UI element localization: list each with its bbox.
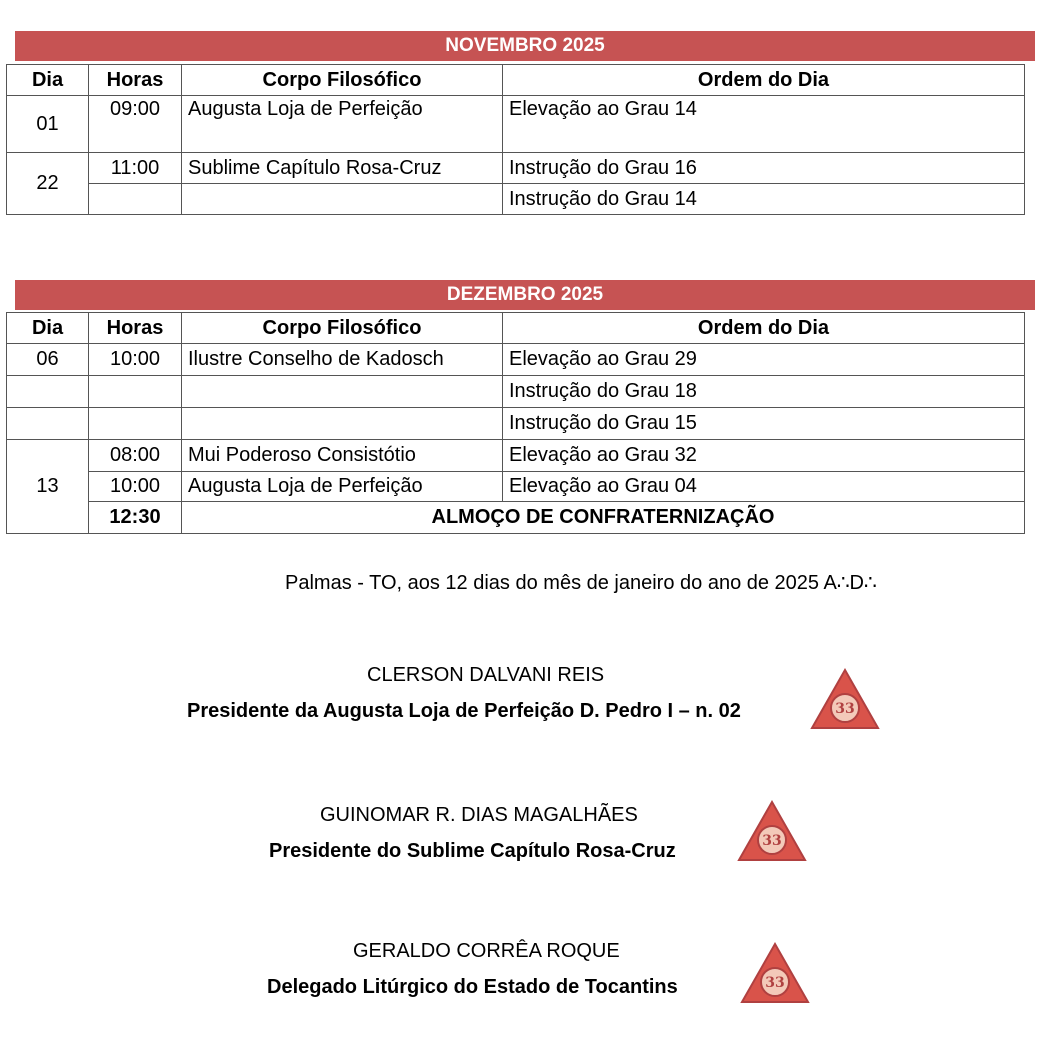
- day-cell: 22: [7, 153, 89, 215]
- order-cell: Elevação ao Grau 32: [503, 440, 1025, 472]
- november-schedule-table: [6, 64, 1025, 215]
- col-header-order: Ordem do Dia: [503, 65, 1025, 96]
- hour-cell: 09:00: [89, 96, 182, 153]
- col-header-body: Corpo Filosófico: [182, 313, 503, 344]
- table-row: [7, 376, 1025, 408]
- col-header-day: Dia: [7, 65, 89, 96]
- body-cell: Augusta Loja de Perfeição: [182, 96, 503, 153]
- body-cell: Augusta Loja de Perfeição: [182, 472, 503, 502]
- body-cell: Mui Poderoso Consistótio: [182, 440, 503, 472]
- table-header-row: [7, 65, 1025, 96]
- table-row: [7, 440, 1025, 472]
- col-header-order: Ordem do Dia: [503, 313, 1025, 344]
- empty-cell: [89, 184, 182, 215]
- svg-text:33: 33: [762, 833, 782, 849]
- hour-cell: 08:00: [89, 440, 182, 472]
- svg-text:33: 33: [765, 975, 785, 991]
- table-row: [7, 153, 1025, 184]
- order-cell: Instrução do Grau 14: [503, 184, 1025, 215]
- empty-cell: [7, 408, 89, 440]
- table-row: [7, 184, 1025, 215]
- day-cell: 01: [7, 96, 89, 153]
- col-header-hours: Horas: [89, 313, 182, 344]
- body-cell: Ilustre Conselho de Kadosch: [182, 344, 503, 376]
- seal-33-icon: [737, 800, 807, 864]
- december-schedule-table: [6, 312, 1025, 534]
- signature-title: Presidente da Augusta Loja de Perfeição D. Pedro I – n. 02: [187, 700, 741, 722]
- empty-cell: [7, 376, 89, 408]
- seal-33-icon: [740, 942, 810, 1006]
- table-row: [7, 472, 1025, 502]
- table-row: [7, 502, 1025, 534]
- body-cell: Sublime Capítulo Rosa-Cruz: [182, 153, 503, 184]
- november-title-bar: NOVEMBRO 2025: [15, 31, 1035, 61]
- svg-text:33: 33: [835, 701, 855, 717]
- table-row: [7, 344, 1025, 376]
- col-header-hours: Horas: [89, 65, 182, 96]
- hour-cell: 12:30: [89, 502, 182, 534]
- signature-name: GUINOMAR R. DIAS MAGALHÃES: [320, 804, 638, 826]
- order-cell: Instrução do Grau 16: [503, 153, 1025, 184]
- day-cell: 06: [7, 344, 89, 376]
- empty-cell: [89, 408, 182, 440]
- table-header-row: [7, 313, 1025, 344]
- signature-title: Presidente do Sublime Capítulo Rosa-Cruz: [269, 840, 676, 862]
- empty-cell: [182, 376, 503, 408]
- signature-name: GERALDO CORRÊA ROQUE: [353, 940, 620, 962]
- empty-cell: [89, 376, 182, 408]
- order-cell: Instrução do Grau 15: [503, 408, 1025, 440]
- event-cell: ALMOÇO DE CONFRATERNIZAÇÃO: [182, 502, 1025, 534]
- december-title-bar: DEZEMBRO 2025: [15, 280, 1035, 310]
- col-header-day: Dia: [7, 313, 89, 344]
- hour-cell: 10:00: [89, 472, 182, 502]
- empty-cell: [182, 408, 503, 440]
- order-cell: Elevação ao Grau 04: [503, 472, 1025, 502]
- order-cell: Elevação ao Grau 14: [503, 96, 1025, 153]
- table-row: [7, 408, 1025, 440]
- table-row: [7, 96, 1025, 153]
- signature-title: Delegado Litúrgico do Estado de Tocantins: [267, 976, 678, 998]
- order-cell: Instrução do Grau 18: [503, 376, 1025, 408]
- seal-33-icon: [810, 668, 880, 732]
- closing-date-line: Palmas - TO, aos 12 dias do mês de janeiro do ano de 2025 A∴D∴: [285, 572, 877, 594]
- order-cell: Elevação ao Grau 29: [503, 344, 1025, 376]
- col-header-body: Corpo Filosófico: [182, 65, 503, 96]
- empty-cell: [182, 184, 503, 215]
- day-cell: 13: [7, 440, 89, 534]
- hour-cell: 10:00: [89, 344, 182, 376]
- signature-name: CLERSON DALVANI REIS: [367, 664, 605, 686]
- hour-cell: 11:00: [89, 153, 182, 184]
